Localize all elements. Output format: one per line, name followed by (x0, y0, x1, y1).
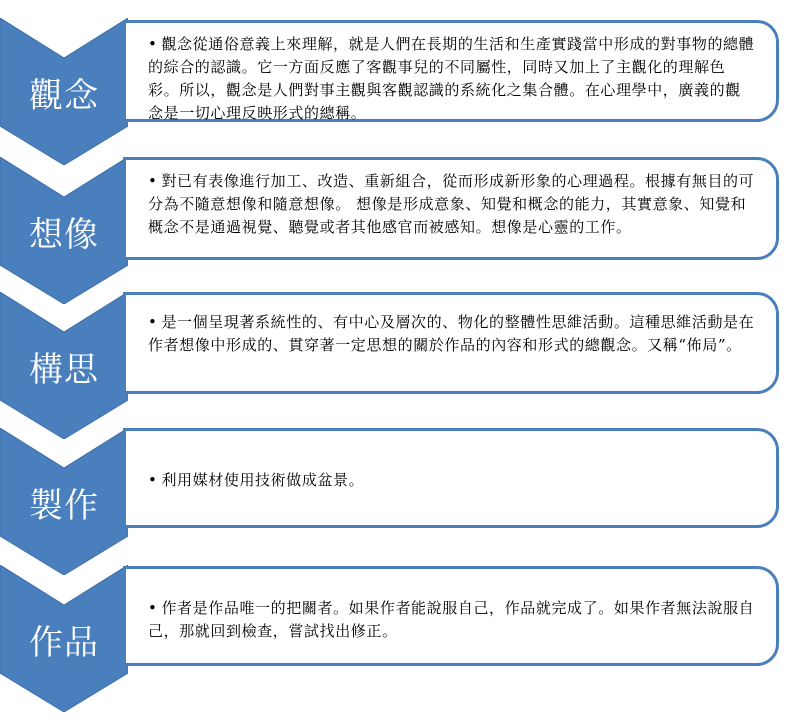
chevron-step-5 (0, 565, 128, 712)
chevron-label: 製作 (29, 486, 99, 526)
description-box-step-1 (123, 20, 779, 122)
chevron-label: 想像 (29, 215, 99, 255)
description-text (148, 579, 756, 643)
chevron-label: 觀念 (29, 76, 99, 116)
chevron-step-1 (0, 18, 128, 165)
description-content: 觀念從通俗意義上來理解，就是人們在長期的生活和生產實踐當中形成的對事物的總體的綜合的認識。它一方面反應了客觀事兒的不同屬性，同時又加上了主觀化的理解色彩。所以，觀念是人們對事主觀與客觀認識的系統化之集合體。在心理學中，廣義的觀念是一切心理反映形式的總稱。 (148, 35, 755, 122)
description-box-step-2 (123, 157, 779, 260)
description-text (148, 441, 756, 492)
chevron-step-3 (0, 292, 128, 439)
description-content: 是一個呈現著系統性的、有中心及層次的、物化的整體性思維活動。這種思維活動是在作者想像中形成的、貫穿著一定思想的關於作品的內容和形式的總觀念。又稱“佈局”。 (148, 313, 755, 354)
chevron-label: 作品 (29, 623, 99, 663)
bullet: • (148, 172, 158, 190)
description-text (148, 170, 756, 239)
description-box-step-3 (123, 292, 779, 394)
chevron-label: 構思 (29, 350, 99, 390)
description-content: 對已有表像進行加工、改造、重新組合，從而形成新形象的心理過程。根據有無目的可分為不隨意想像和隨意想像。 想像是形成意象、知覺和概念的能力，其實意象、知覺和概念不是通過視覺、聽覺或者其他感官而被感知。想像是心靈的工作。 (148, 172, 755, 236)
chevron-step-2 (0, 157, 128, 304)
bullet: • (148, 313, 158, 331)
bullet: • (148, 35, 158, 53)
description-text (148, 33, 756, 125)
description-content: 作者是作品唯一的把關者。如果作者能說服自己，作品就完成了。如果作者無法說服自己，那就回到檢查，嘗試找出修正。 (148, 599, 755, 640)
description-box-step-4 (123, 428, 779, 528)
description-content: 利用媒材使用技術做成盆景。 (161, 471, 365, 489)
description-text (148, 305, 756, 357)
bullet: • (148, 471, 158, 489)
chevron-step-4 (0, 428, 128, 575)
bullet: • (148, 599, 158, 617)
description-box-step-5 (123, 566, 779, 666)
